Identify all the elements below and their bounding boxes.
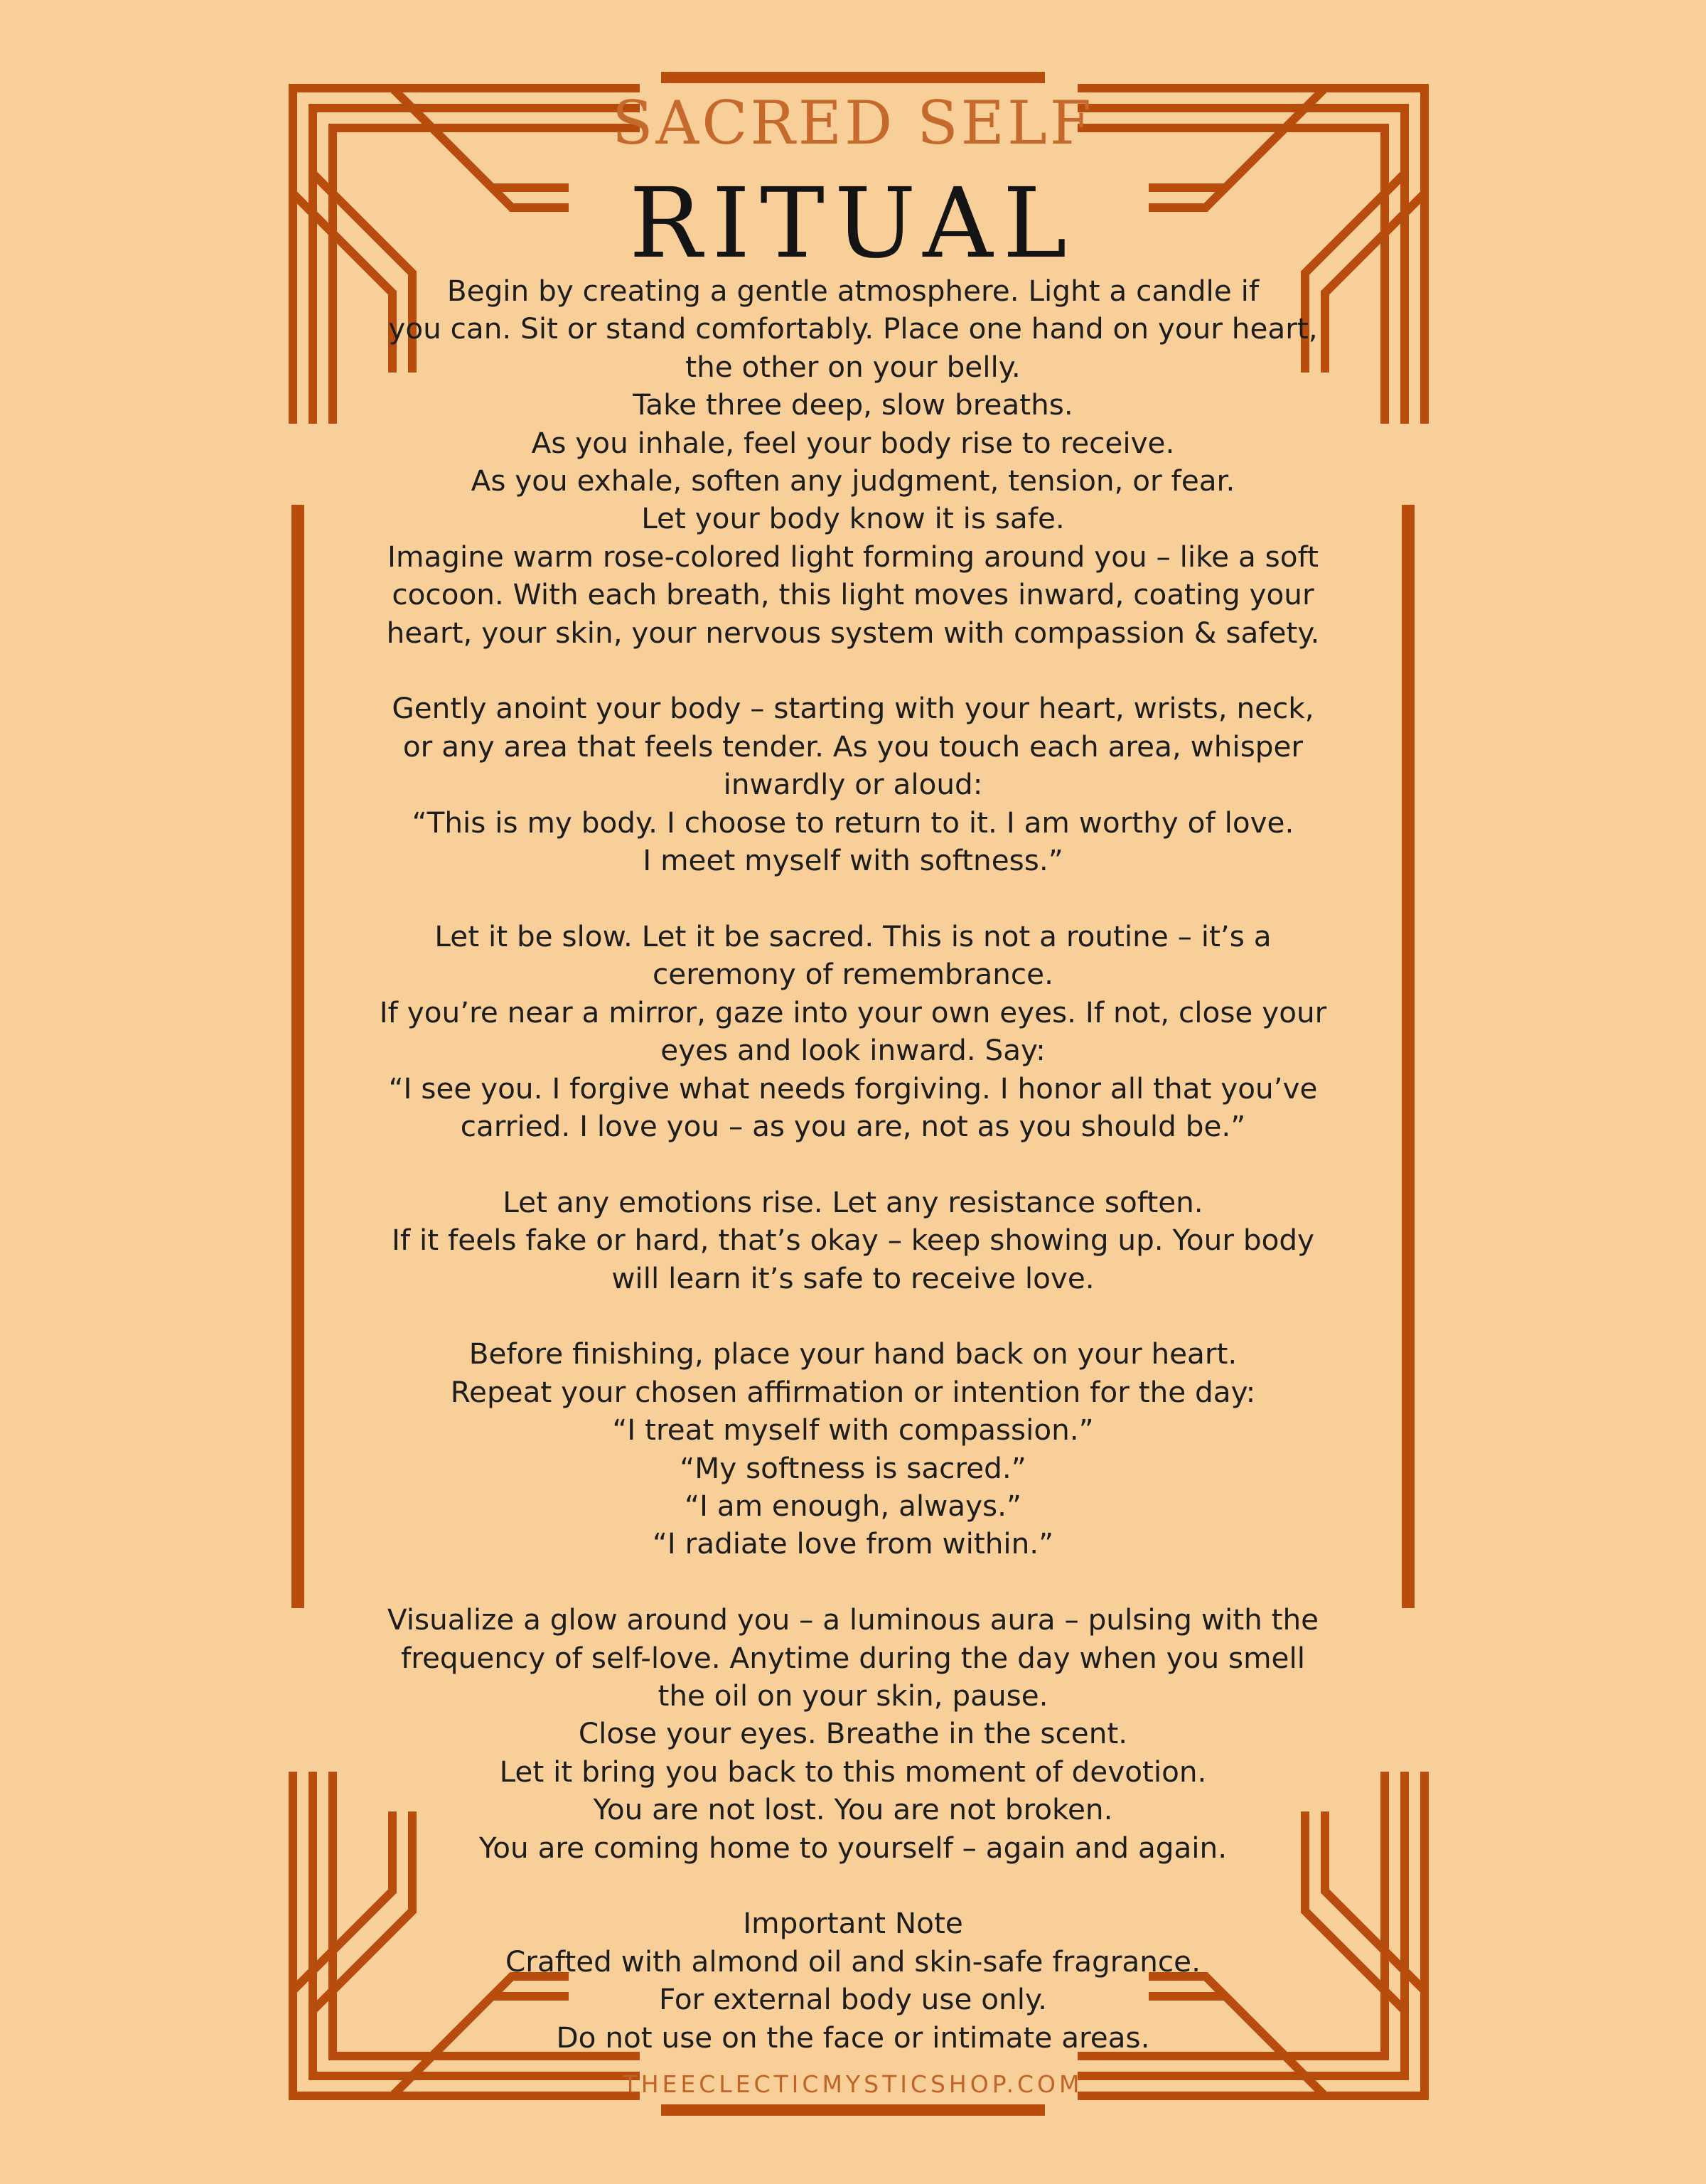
text-line: You are coming home to yourself – again and again.: [478, 1830, 1228, 1865]
text-line: As you inhale, feel your body rise to receive.: [531, 425, 1175, 460]
text-line: heart, your skin, your nervous system with compassion & safety.: [386, 615, 1320, 650]
paragraph: [284, 918, 1422, 1145]
text-line: the other on your belly.: [685, 349, 1021, 384]
text-line: Let it be slow. Let it be sacred. This is not a routine – it’s a: [434, 919, 1272, 953]
text-line: Imagine warm rose-colored light forming around you – like a soft: [387, 539, 1319, 574]
text-line: carried. I love you – as you are, not as you should be.”: [460, 1108, 1246, 1143]
text-line: you can. Sit or stand comfortably. Place one hand on your heart,: [388, 311, 1318, 346]
text-line: cocoon. With each breath, this light moves inward, coating your: [392, 577, 1314, 612]
paragraph: [284, 1601, 1422, 1867]
text-line: frequency of self-love. Anytime during the day when you smell: [401, 1640, 1305, 1675]
text-line: Do not use on the face or intimate areas.: [556, 2020, 1150, 2055]
text-line: “I see you. I forgive what needs forgiving. I honor all that you’ve: [388, 1071, 1318, 1106]
text-line: eyes and look inward. Say:: [660, 1033, 1046, 1068]
text-line: Repeat your chosen affirmation or intention for the day:: [450, 1374, 1256, 1409]
footer-url: THEECLECTICMYSTICSHOP.COM: [623, 2070, 1083, 2098]
text-line: the oil on your skin, pause.: [658, 1678, 1048, 1713]
text-line: ceremony of remembrance.: [653, 957, 1053, 992]
paragraph-gap: [284, 1145, 1422, 1183]
text-line: I meet myself with softness.”: [643, 843, 1063, 878]
paragraph: [284, 1184, 1422, 1297]
subtitle: SACRED SELF: [611, 88, 1095, 158]
text-line: inwardly or aloud:: [723, 767, 983, 802]
text-line: Let your body know it is safe.: [641, 501, 1065, 536]
text-line: or any area that feels tender. As you touch each area, whisper: [402, 729, 1304, 764]
paragraph-gap: [284, 1297, 1422, 1335]
text-line: Let it bring you back to this moment of devotion.: [499, 1754, 1207, 1789]
page-title: RITUAL: [629, 168, 1077, 280]
text-line: Visualize a glow around you – a luminous aura – pulsing with the: [387, 1602, 1319, 1637]
text-line: Take three deep, slow breaths.: [633, 387, 1073, 422]
text-line: Let any emotions rise. Let any resistance soften.: [503, 1184, 1203, 1219]
paragraph: [284, 1905, 1422, 2057]
text-line: You are not lost. You are not broken.: [593, 1792, 1113, 1827]
top-center-bar: [661, 72, 1045, 83]
text-line: For external body use only.: [658, 1982, 1048, 2017]
paragraph-gap: [284, 652, 1422, 690]
text-line: “I am enough, always.”: [684, 1488, 1022, 1523]
text-line: Important Note: [743, 1906, 963, 1941]
text-line: Begin by creating a gentle atmosphere. Light a candle if: [446, 274, 1260, 308]
text-line: Before finishing, place your hand back on your heart.: [468, 1337, 1238, 1371]
text-line: As you exhale, soften any judgment, tension, or fear.: [471, 464, 1235, 498]
paragraph: [284, 1335, 1422, 1563]
bottom-center-bar: [661, 2104, 1045, 2116]
text-line: “I treat myself with compassion.”: [612, 1413, 1094, 1447]
text-line: Crafted with almond oil and skin-safe fragrance.: [505, 1944, 1201, 1979]
paragraph: [284, 690, 1422, 879]
paragraph-gap: [284, 1563, 1422, 1601]
paragraph: [284, 272, 1422, 652]
text-line: “My softness is sacred.”: [680, 1450, 1026, 1485]
paragraph-gap: [284, 1867, 1422, 1905]
ritual-text: [284, 272, 1422, 2057]
text-line: “This is my body. I choose to return to it. I am worthy of love.: [412, 805, 1294, 840]
text-line: Close your eyes. Breathe in the scent.: [578, 1716, 1128, 1751]
text-line: “I radiate love from within.”: [652, 1526, 1054, 1561]
text-line: Gently anoint your body – starting with your heart, wrists, neck,: [392, 691, 1314, 726]
paragraph-gap: [284, 879, 1422, 917]
text-line: If it feels fake or hard, that’s okay – keep showing up. Your body: [391, 1223, 1315, 1258]
text-line: will learn it’s safe to receive love.: [611, 1260, 1095, 1295]
text-line: If you’re near a mirror, gaze into your own eyes. If not, close your: [379, 995, 1327, 1029]
